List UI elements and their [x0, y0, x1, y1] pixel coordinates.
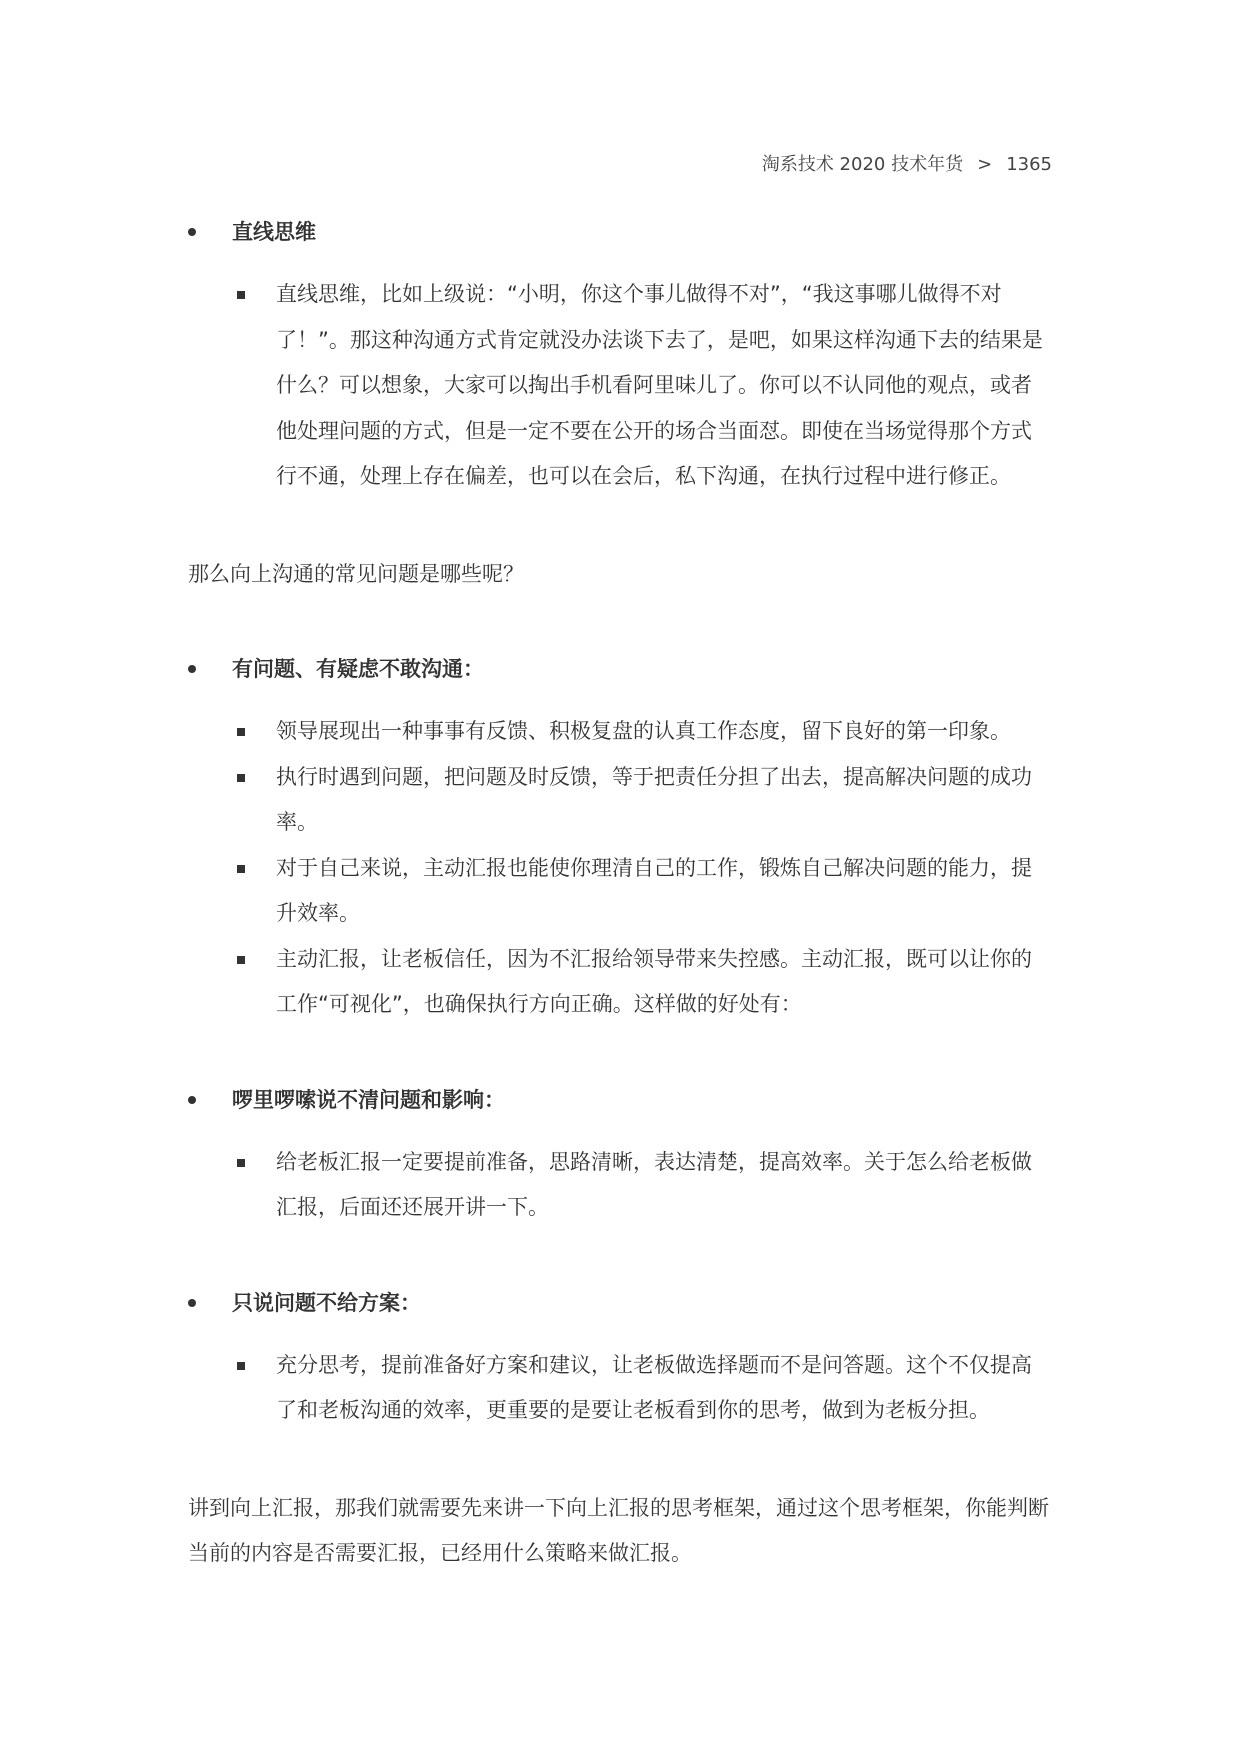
list-item [188, 1343, 1052, 1434]
square-bullet-icon [237, 728, 245, 736]
bullet-heading [188, 1283, 1052, 1323]
list-item [188, 846, 1052, 937]
list-item [188, 1140, 1052, 1231]
bullet-heading [188, 649, 1052, 689]
square-bullet-icon [237, 774, 245, 782]
bullet-dot-icon [188, 228, 196, 236]
section-linear-thinking [188, 212, 1052, 500]
list-item-text: 主动汇报，让老板信任，因为不汇报给领导带来失控感。主动汇报，既可以让你的工作“可视化”，也确保执行方向正确。这样做的好处有： [276, 946, 1032, 1016]
page-number: 1365 [1006, 154, 1052, 175]
section-no-solutions [188, 1283, 1052, 1434]
bullet-dot-icon [188, 1096, 196, 1104]
list-item-text: 充分思考，提前准备好方案和建议，让老板做选择题而不是问答题。这个不仅提高了和老板沟通的效率，更重要的是要让老板看到你的思考，做到为老板分担。 [276, 1352, 1032, 1422]
list-item [188, 272, 1052, 500]
square-bullet-icon [237, 1362, 245, 1370]
bullet-heading-text: 有问题、有疑虑不敢沟通： [232, 657, 484, 681]
bullet-heading-text: 只说问题不给方案： [232, 1290, 421, 1315]
bullet-heading [188, 1080, 1052, 1120]
paragraph: 讲到向上汇报，那我们就需要先来讲一下向上汇报的思考框架，通过这个思考框架，你能判断当前的内容是否需要汇报，已经用什么策略来做汇报。 [188, 1495, 1049, 1565]
square-bullet-icon [237, 865, 245, 873]
square-bullet-icon [237, 291, 245, 299]
list-item [188, 755, 1052, 846]
header-separator: > [977, 154, 993, 175]
list-item-text: 给老板汇报一定要提前准备，思路清晰，表达清楚，提高效率。关于怎么给老板做汇报，后面还还展开讲一下。 [276, 1149, 1032, 1219]
list-item [188, 937, 1052, 1028]
section-afraid-to-communicate [188, 649, 1052, 1028]
square-bullet-icon [237, 1159, 245, 1167]
list-item-text: 领导展现出一种事事有反馈、积极复盘的认真工作态度，留下良好的第一印象。 [276, 719, 1011, 743]
page-content [188, 212, 1052, 1577]
list-item-text: 执行时遇到问题，把问题及时反馈，等于把责任分担了出去，提高解决问题的成功率。 [276, 764, 1032, 834]
square-bullet-icon [237, 956, 245, 964]
section-unclear-reporting [188, 1080, 1052, 1231]
paragraph: 那么向上沟通的常见问题是哪些呢？ [188, 561, 524, 586]
bullet-dot-icon [188, 665, 196, 673]
list-item-text: 直线思维，比如上级说：“小明，你这个事儿做得不对”，“我这事哪儿做得不对了！”。那这种沟通方式肯定就没办法谈下去了，是吧，如果这样沟通下去的结果是什么？可以想象，大家可以掏出手机看阿里味儿了。你可以不认同他的观点，或者他处理问题的方式，但是一定不要在公开的场合当面怼。即使在当场觉得那个方式行不通，处理上存在偏差，也可以在会后，私下沟通，在执行过程中进行修正。 [276, 282, 1043, 488]
book-title: 淘系技术 2020 技术年货 [761, 154, 964, 175]
bullet-heading-text: 直线思维 [232, 220, 316, 244]
page-header [762, 150, 1052, 176]
bullet-dot-icon [188, 1299, 196, 1307]
bullet-heading [188, 212, 1052, 252]
list-item [188, 709, 1052, 755]
bullet-heading-text: 啰里啰嗦说不清问题和影响： [232, 1087, 505, 1112]
list-item-text: 对于自己来说，主动汇报也能使你理清自己的工作，锻炼自己解决问题的能力，提升效率。 [276, 855, 1032, 925]
